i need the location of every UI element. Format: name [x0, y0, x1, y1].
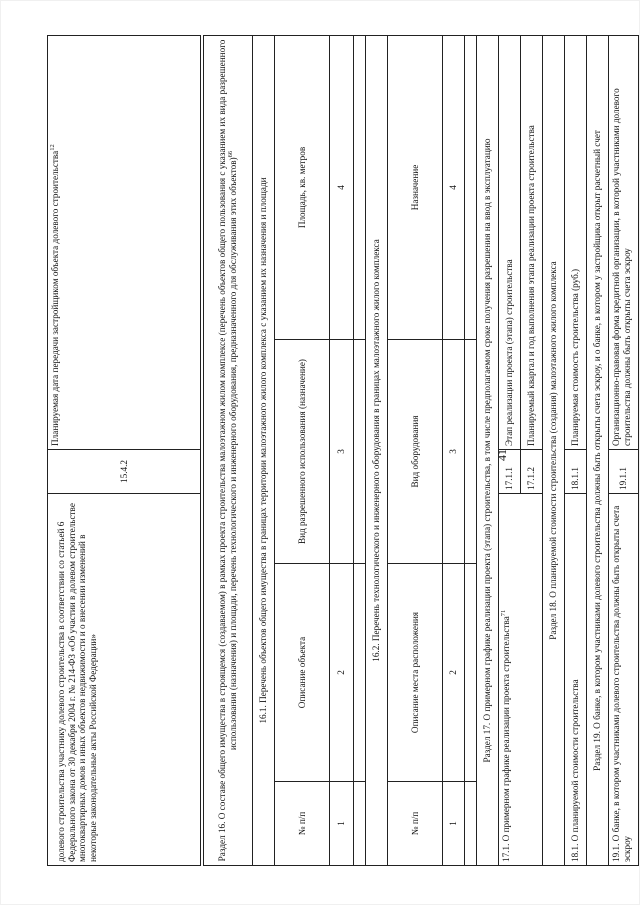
rotated-page-content	[47, 36, 632, 866]
row-19-1-1	[609, 35, 639, 865]
table-16-2-empty-row	[465, 35, 477, 865]
table-16-1-numbering	[330, 35, 354, 865]
section-17-left-text	[499, 493, 543, 865]
col-header: Описание объекта	[275, 564, 330, 782]
row-text: Этап реализации проекта (этапа) строительства	[499, 35, 521, 449]
row-text: Организационно-правовая форма кредитной организации, в которой участниками долевого строительства должны быть открыты счета эскроу	[609, 35, 639, 449]
table-16-2-header	[388, 35, 443, 865]
col-number: 1	[330, 782, 354, 866]
subsection-16-1-row	[253, 35, 275, 865]
section-17-left-content: 17.1. О примерном графике реализации проекта строительства	[501, 616, 511, 862]
col-header: № п/п	[388, 782, 443, 866]
footnote-mark: 71	[499, 609, 507, 617]
section-15-left-text: долевого строительства участнику долевого строительства в соответствии со статьей 6 Федерального закона от 30 декабря 2004 г. № 214-ФЗ «Об участии в долевом строительстве многоквартирных домов и иных объектов недвижимости и о внесении изменений в некоторые законодательные акты Российской Федерации»	[48, 493, 201, 865]
section-16-header-row	[204, 35, 253, 865]
col-number: 4	[330, 35, 354, 339]
col-header: Площадь, кв. метров	[275, 35, 330, 339]
row-number: 17.1.2	[521, 449, 543, 493]
table-16-2-numbering	[443, 35, 465, 865]
section-18-header: Раздел 18. О планируемой стоимости строительства (создания) малоэтажного жилого комплекса	[543, 35, 565, 865]
section-19-header-row	[587, 35, 609, 865]
subsection-16-2-title: 16.2. Перечень технологического и инженерного оборудования в границах малоэтажного жилого комплекса	[366, 35, 388, 865]
col-number: 1	[443, 782, 465, 866]
col-header: Вид разрешенного использования (назначение)	[275, 339, 330, 563]
row-text: Планируемая стоимость строительства (руб.)	[565, 35, 587, 449]
row-number: 15.4.2	[48, 449, 201, 493]
declaration-table	[47, 35, 639, 866]
row-text: Планируемый квартал и год выполнения этапа реализации проекта строительства	[521, 35, 543, 449]
section-18-header-row	[543, 35, 565, 865]
row-text-content: Планируемая дата передачи застройщиком объекта долевого строительства	[50, 150, 60, 446]
footnote-mark: 66	[226, 150, 234, 158]
section-16-header-text: Раздел 16. О составе общего имущества в строящемся (создаваемом) в рамках проекта строительства малоэтажном жилом комплексе (перечень объектов общего пользования с указанием их вида разрешенного использования (назначения) и площади, перечень технологического и инженерного оборудования, предназначенного для обслуживания этих объектов)	[217, 39, 238, 862]
table-16-1-header	[275, 35, 330, 865]
subsection-16-1-title: 16.1. Перечень объектов общего имущества в границах территории малоэтажного жилого комплекса с указанием их назначения и площади	[253, 35, 275, 865]
row-number: 17.1.1	[499, 449, 521, 493]
page-number: 41	[495, 449, 509, 461]
section-18-left-text: 18.1. О планируемой стоимости строительства	[565, 493, 587, 865]
row-15-4-2	[48, 35, 201, 865]
subsection-16-2-row	[366, 35, 388, 865]
section-17-header: Раздел 17. О примерном графике реализации проекта (этапа) строительства, в том числе предполагаемом сроке получения разрешения на ввод в эксплуатацию	[477, 35, 499, 865]
row-18-1-1	[565, 35, 587, 865]
table-16-1-empty-row	[354, 35, 366, 865]
section-19-left-text: 19.1. О банке, в котором участниками долевого строительства должны быть открыты счета эскроу	[609, 493, 639, 865]
col-header: Назначение	[388, 35, 443, 339]
section-16-header	[204, 35, 253, 865]
col-header: Вид оборудования	[388, 339, 443, 563]
col-number: 2	[443, 564, 465, 782]
footnote-mark: 12	[48, 144, 56, 151]
col-number: 3	[443, 339, 465, 563]
col-number: 2	[330, 564, 354, 782]
section-19-header: Раздел 19. О банке, в котором участниками долевого строительства должны быть открыты счета эскроу, и о банке, в котором у застройщика открыт расчетный счет	[587, 35, 609, 865]
col-number: 3	[330, 339, 354, 563]
row-number: 18.1.1	[565, 449, 587, 493]
row-number: 19.1.1	[609, 449, 639, 493]
col-header: № п/п	[275, 782, 330, 866]
col-number: 4	[443, 35, 465, 339]
row-text	[48, 35, 201, 449]
section-17-header-row	[477, 35, 499, 865]
col-header: Описание места расположения	[388, 564, 443, 782]
row-17-1-1	[499, 35, 521, 865]
